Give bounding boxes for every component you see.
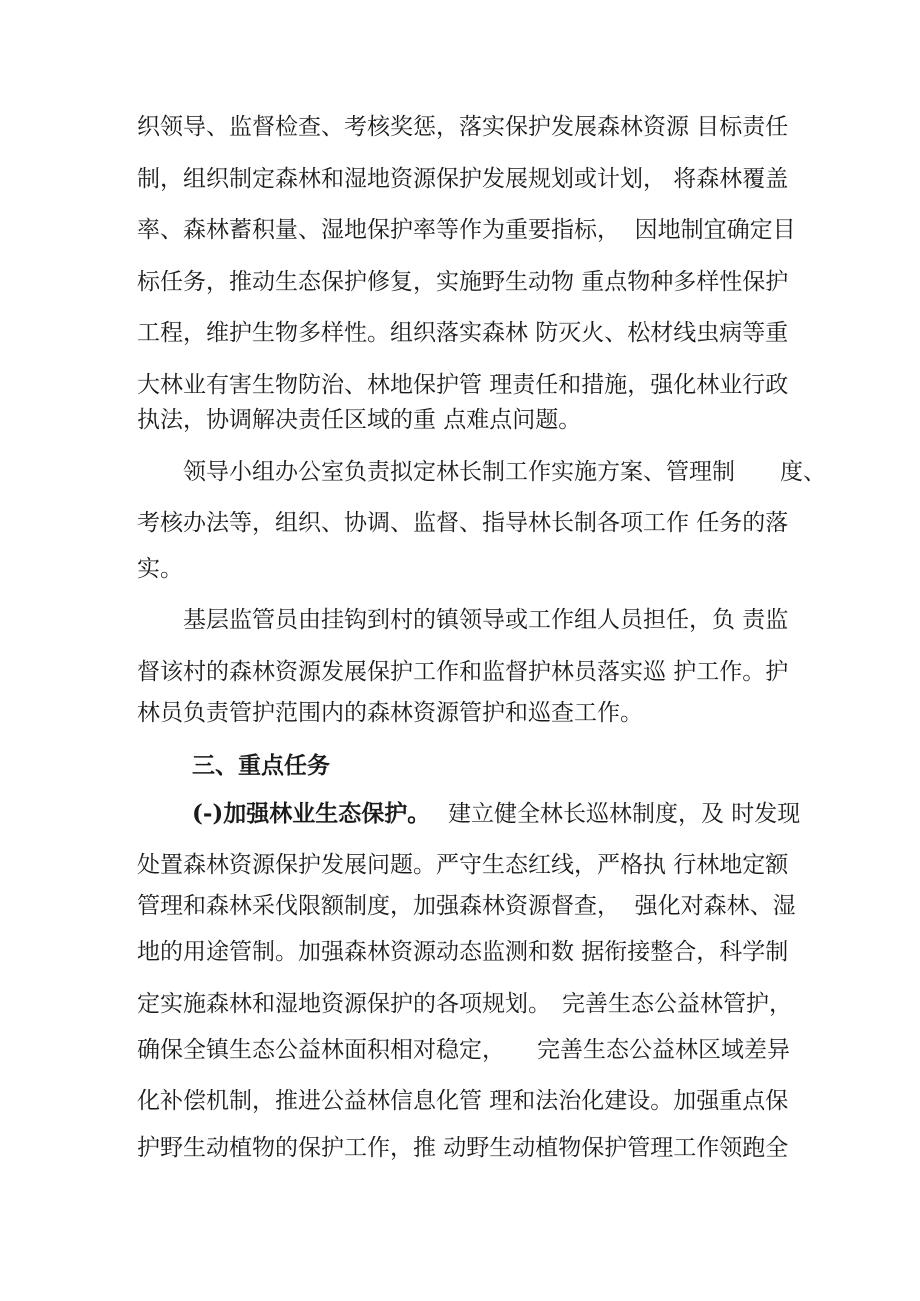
line-text: 地的用途管制。加强森林资源动态监测和数 据衔接整合，科学制: [137, 939, 789, 965]
text-line: [0, 1033, 920, 1067]
line-text: 大林业有害生物防治、林地保护管 理责任和措施，强化林业行政: [137, 372, 789, 398]
line-text: 化补偿机制，推进公益林信息化管 理和法治化建设。加强重点保: [137, 1088, 789, 1114]
line-text: 制，组织制定森林和湿地资源保护发展规划或计划， 将森林覆盖: [137, 166, 789, 192]
line-text: 处置森林资源保护发展问题。严守生态红线，严格执 行林地定额: [137, 852, 789, 878]
text-line: [0, 265, 920, 299]
line-text: 标任务，推动生态保护修复，实施野生动物 重点物种多样性保护: [137, 269, 789, 295]
text-line: [0, 797, 920, 831]
subsection-heading: (-)加强林业生态保护。: [192, 800, 431, 827]
line-text: 考核办法等，组织、协调、监督、指导林长制各项工作 任务的落: [137, 510, 789, 536]
line-text: 率、森林蓄积量、湿地保护率等作为重要指标， 因地制宜确定目: [137, 217, 796, 243]
text-line: [0, 403, 920, 437]
line-text: 建立健全林长巡林制度，及 时发现: [448, 801, 801, 827]
line-text: 完善生态公益林区域差异: [537, 1037, 790, 1063]
section-heading: [0, 749, 920, 783]
line-text: 护野生动植物的保护工作，推 动野生动植物保护管理工作领跑全: [137, 1135, 789, 1161]
text-line: [0, 889, 920, 923]
line-text: 基层监管员由挂钩到村的镇领导或工作组人员担任，负 责监: [183, 607, 789, 633]
text-line: [0, 655, 920, 689]
text-line: [0, 110, 920, 144]
text-line: [0, 603, 920, 637]
line-text: 管理和森林采伐限额制度，加强森林资源督查， 强化对森林、湿: [137, 893, 796, 919]
text-line: [0, 213, 920, 247]
text-line: [0, 455, 920, 489]
text-line: [0, 552, 920, 586]
line-text: 确保全镇生态公益林面积相对稳定，: [137, 1037, 505, 1063]
line-text: 定实施森林和湿地资源保护的各项规划。: [137, 991, 551, 1017]
text-line: [0, 1084, 920, 1118]
line-text: 工程，维护生物多样性。组织落实森林 防灭火、松材线虫病等重: [137, 320, 789, 346]
line-text: 督该村的森林资源发展保护工作和监督护林员落实巡 护工作。护: [137, 659, 789, 685]
line-text: 织领导、监督检查、考核奖惩，落实保护发展森林资源 目标责任: [137, 114, 789, 140]
line-text: 完善生态公益林管护，: [562, 991, 792, 1017]
section-heading-text: 三、重点任务: [192, 752, 330, 779]
line-text: 领导小组办公室负责拟定林长制工作实施方案、管理制: [183, 459, 735, 485]
line-text: 实。: [137, 556, 183, 582]
text-line: [0, 848, 920, 882]
text-line: [0, 1131, 920, 1165]
text-line: [0, 696, 920, 730]
text-line: [0, 506, 920, 540]
line-text: 执法，协调解决责任区域的重 点难点问题。: [137, 407, 582, 433]
text-line: [0, 162, 920, 196]
text-line: [0, 316, 920, 350]
line-text: 林员负责管护范围内的森林资源管护和巡查工作。: [137, 700, 643, 726]
text-line: [0, 987, 920, 1021]
text-line: [0, 368, 920, 402]
line-text: 度、: [780, 459, 826, 485]
text-line: [0, 935, 920, 969]
